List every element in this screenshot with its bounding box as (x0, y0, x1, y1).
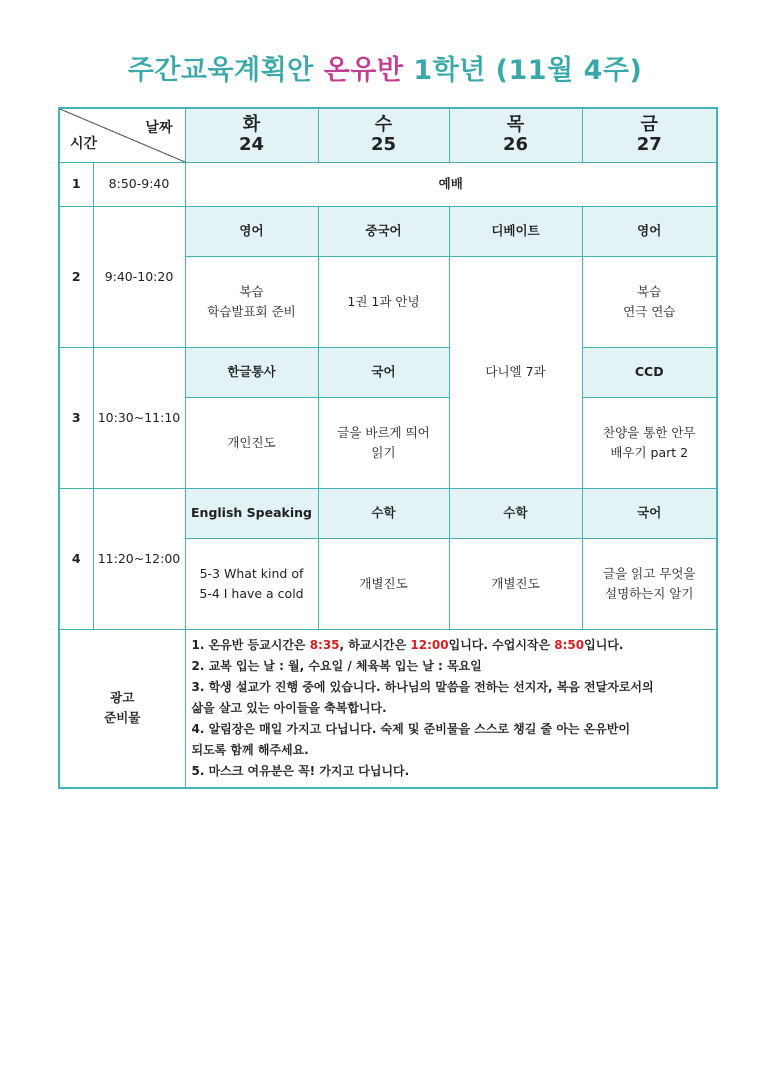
notice-line-3a: 3. 학생 설교가 진행 중에 있습니다. 하나님의 말씀을 전하는 선지자, 복음 전달자로서의 (191, 679, 654, 694)
period-time: 11:20~12:00 (93, 488, 185, 629)
content-cell: 개별진도 (449, 538, 582, 629)
title-class-name: 온유반 (323, 55, 404, 86)
header-row (59, 108, 717, 162)
period-1-row (59, 162, 717, 206)
day-header-thu: 목 26 (449, 108, 582, 162)
time-label: 시간 (70, 136, 98, 153)
notice-label-cell: 광고 준비물 (59, 629, 185, 788)
period-time: 8:50-9:40 (93, 162, 185, 206)
period-time: 10:30~11:10 (93, 347, 185, 488)
period-number: 3 (59, 347, 93, 488)
subject-cell: 국어 (582, 488, 717, 538)
subject-cell: 한글통사 (185, 347, 318, 397)
content-cell: 1권 1과 안녕 (318, 256, 449, 347)
content-cell-debate: 다니엘 7과 (449, 256, 582, 488)
subject-cell: English Speaking (185, 488, 318, 538)
notice-line-1: 1. 온유반 등교시간은 8:35, 하교시간은 12:00입니다. 수업시작은 8:50입니다. (191, 637, 624, 652)
period-2-subject-row (59, 206, 717, 256)
day-header-fri: 금 27 (582, 108, 717, 162)
day-header-wed: 수 25 (318, 108, 449, 162)
period-number: 2 (59, 206, 93, 347)
content-cell: 찬양을 통한 안무 배우기 part 2 (582, 397, 717, 488)
subject-cell: 중국어 (318, 206, 449, 256)
page-title (0, 48, 770, 87)
notice-row (59, 629, 717, 788)
subject-cell: 영어 (185, 206, 318, 256)
worship-cell: 예배 (185, 162, 717, 206)
content-cell: 복습 학습발표회 준비 (185, 256, 318, 347)
day-header-tue: 화 24 (185, 108, 318, 162)
title-part1: 주간교육계획안 (127, 55, 314, 86)
period-number: 4 (59, 488, 93, 629)
notice-line-2: 2. 교복 입는 날 : 월, 수요일 / 체육복 입는 날 : 목요일 (191, 658, 482, 673)
subject-cell: 영어 (582, 206, 717, 256)
content-cell: 복습 연극 연습 (582, 256, 717, 347)
diagonal-header-cell (59, 108, 185, 162)
notice-line-5: 5. 마스크 여유분은 꼭! 가지고 다닙니다. (191, 763, 410, 778)
period-number: 1 (59, 162, 93, 206)
notice-line-3b: 삶을 살고 있는 아이들을 축복합니다. (191, 700, 387, 715)
notice-line-4a: 4. 알림장은 매일 가지고 다닙니다. 숙제 및 준비물을 스스로 챙길 줄 아는 온유반이 (191, 721, 631, 736)
title-grade-week: 1학년 (11월 4주) (413, 55, 643, 86)
subject-cell: 국어 (318, 347, 449, 397)
subject-cell: 수학 (449, 488, 582, 538)
content-cell: 개인진도 (185, 397, 318, 488)
content-cell: 글을 바르게 띄어 읽기 (318, 397, 449, 488)
weekly-plan-table (58, 107, 718, 789)
period-4-subject-row (59, 488, 717, 538)
subject-cell: 수학 (318, 488, 449, 538)
subject-cell: 디베이트 (449, 206, 582, 256)
content-cell: 5-3 What kind of 5-4 I have a cold (185, 538, 318, 629)
notice-content-cell (185, 629, 717, 788)
notice-line-4b: 되도록 함께 해주세요. (191, 742, 309, 757)
period-3-subject-row (59, 347, 717, 397)
period-time: 9:40-10:20 (93, 206, 185, 347)
subject-cell: CCD (582, 347, 717, 397)
content-cell: 개별진도 (318, 538, 449, 629)
content-cell: 글을 읽고 무엇을 설명하는지 알기 (582, 538, 717, 629)
date-label: 날짜 (145, 120, 173, 136)
